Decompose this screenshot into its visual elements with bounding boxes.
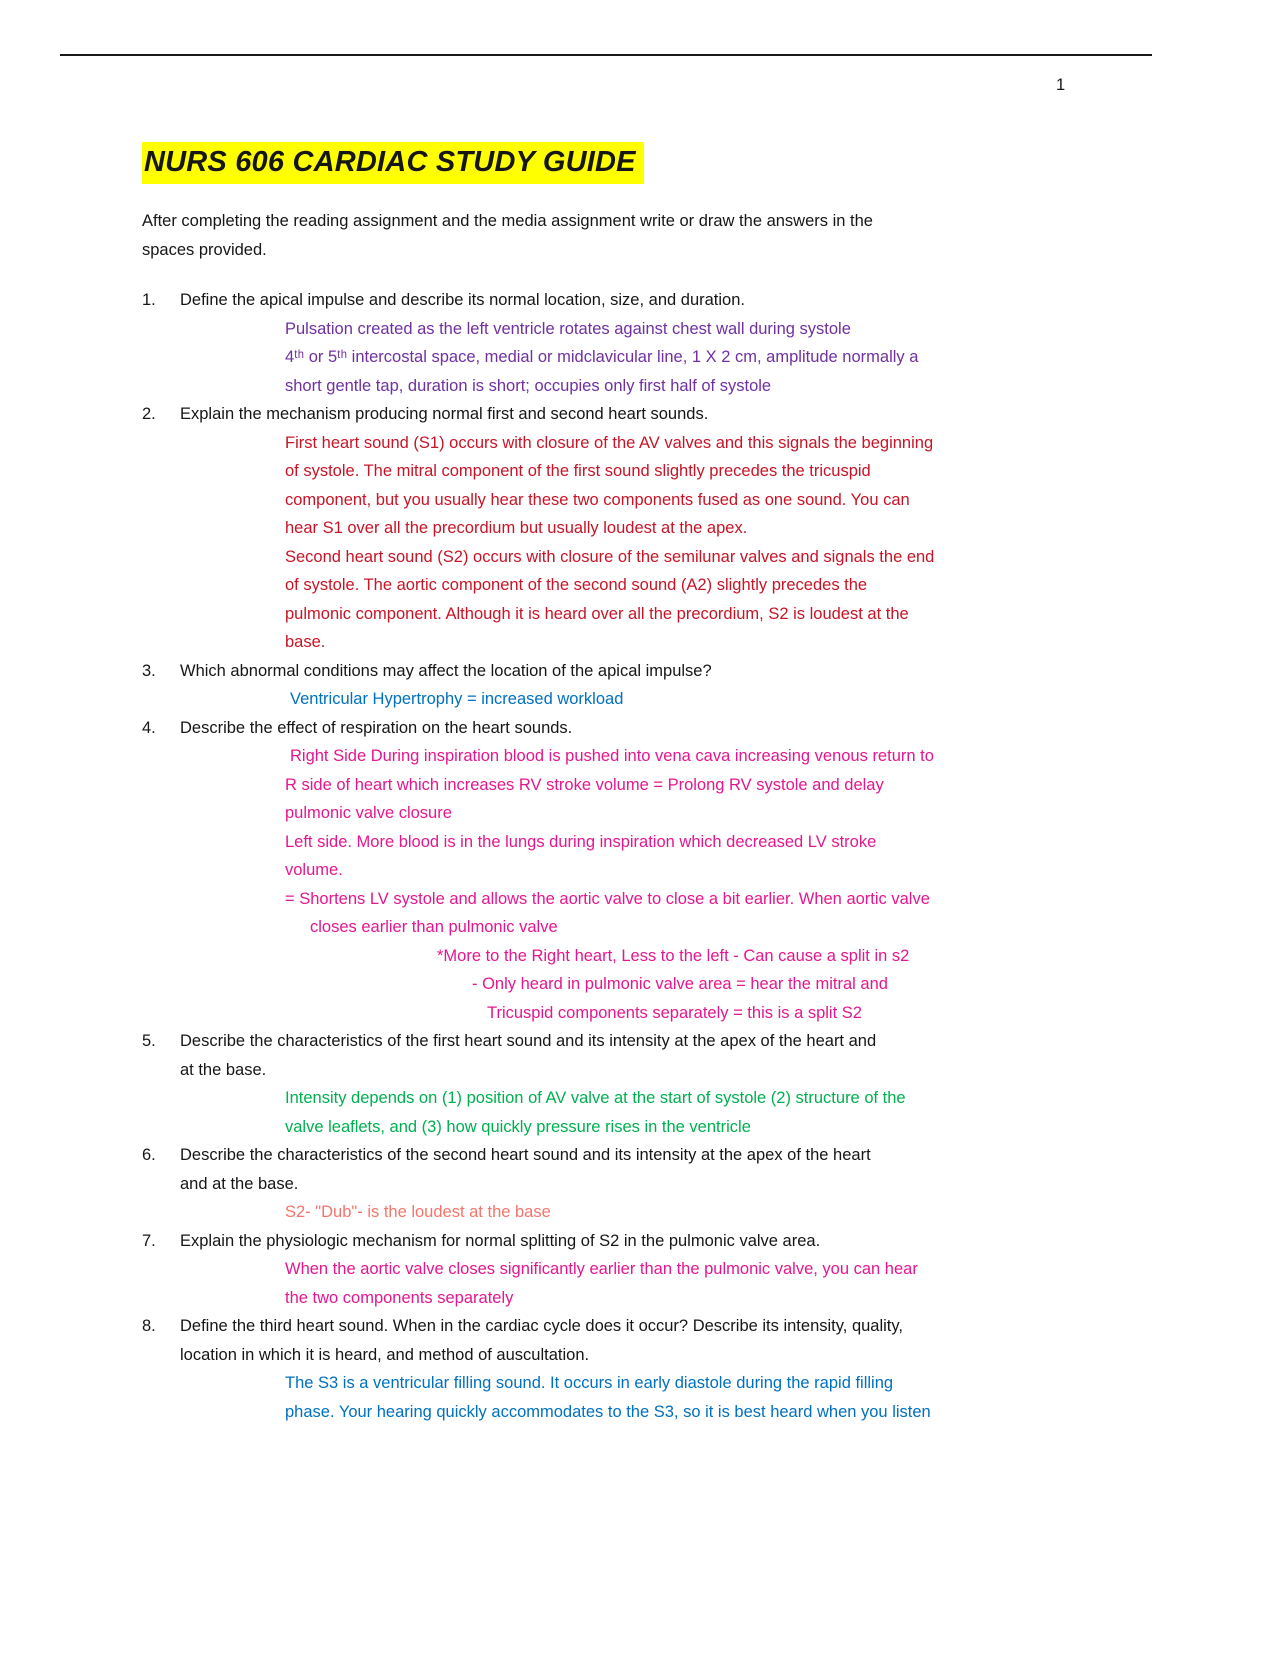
- page-number: 1: [1056, 76, 1066, 94]
- question-text: Explain the physiologic mechanism for normal splitting of S2 in the pulmonic valve area.: [180, 1231, 821, 1250]
- question-text: Which abnormal conditions may affect the location of the apical impulse?: [180, 661, 712, 680]
- answer-line: valve leaflets, and (3) how quickly pressure rises in the ventricle: [285, 1117, 751, 1136]
- answer-line: the two components separately: [285, 1288, 514, 1307]
- question-body: [180, 1027, 1180, 1141]
- answer-line: = Shortens LV systole and allows the aortic valve to close a bit earlier. When aortic valve: [285, 889, 930, 908]
- question-number: 5.: [142, 1032, 156, 1050]
- page-title-highlight: NURS 606 CARDIAC STUDY GUIDE: [142, 142, 644, 184]
- question-list: [142, 286, 1180, 1426]
- page-top-rule: [60, 54, 1152, 56]
- question-number: 2.: [142, 405, 156, 423]
- answer-line: volume.: [285, 861, 343, 879]
- question-text: Define the third heart sound. When in the cardiac cycle does it occur? Describe its intensity, quality,: [180, 1317, 903, 1335]
- answer-line: Left side. More blood is in the lungs during inspiration which decreased LV stroke: [285, 832, 877, 851]
- question-item: [142, 400, 1180, 657]
- answer-line: 4ᵗʰ or 5ᵗʰ intercostal space, medial or midclavicular line, 1 X 2 cm, amplitude normally a: [285, 348, 919, 366]
- answer-line: Tricuspid components separately = this is a split S2: [487, 1003, 862, 1022]
- question-number: 7.: [142, 1231, 156, 1250]
- question-number: 1.: [142, 291, 156, 309]
- answer-line: *More to the Right heart, Less to the left - Can cause a split in s2: [437, 946, 910, 965]
- question-body: [180, 400, 1180, 657]
- answer-text: [180, 1369, 1180, 1426]
- answer-line: Pulsation created as the left ventricle rotates against chest wall during systole: [285, 319, 851, 338]
- answer-line: The S3 is a ventricular filling sound. It occurs in early diastole during the rapid filling: [285, 1374, 894, 1392]
- answer-line: of systole. The aortic component of the second sound (A2) slightly precedes the: [285, 576, 868, 594]
- answer-line: First heart sound (S1) occurs with closure of the AV valves and this signals the beginning: [285, 433, 934, 452]
- answer-text: [180, 1084, 1180, 1141]
- question-body: [180, 1141, 1180, 1227]
- question-item: [142, 286, 1180, 400]
- answer-text: [180, 1198, 1180, 1227]
- answer-line: pulmonic valve closure: [285, 804, 452, 822]
- answer-text: [180, 315, 1180, 401]
- answer-line: base.: [285, 633, 326, 651]
- question-text: and at the base.: [180, 1174, 299, 1193]
- answer-line: Ventricular Hypertrophy = increased workload: [290, 690, 624, 708]
- question-text: Describe the characteristics of the first heart sound and its intensity at the apex of the heart and: [180, 1032, 877, 1050]
- intro-paragraph: [142, 207, 1180, 264]
- question-text: Describe the characteristics of the second heart sound and its intensity at the apex of the heart: [180, 1146, 871, 1164]
- answer-line: - Only heard in pulmonic valve area = hear the mitral and: [472, 975, 888, 993]
- answer-line: closes earlier than pulmonic valve: [310, 918, 558, 936]
- question-number: 4.: [142, 718, 156, 737]
- answer-line: short gentle tap, duration is short; occupies only first half of systole: [285, 376, 772, 395]
- answer-line: pulmonic component. Although it is heard over all the precordium, S2 is loudest at the: [285, 604, 909, 623]
- question-text: Define the apical impulse and describe its normal location, size, and duration.: [180, 291, 745, 309]
- answer-line: R side of heart which increases RV stroke volume = Prolong RV systole and delay: [285, 775, 884, 794]
- question-number: 3.: [142, 661, 156, 680]
- question-text: Describe the effect of respiration on the heart sounds.: [180, 718, 573, 737]
- intro-line: After completing the reading assignment and the media assignment write or draw the answers in the: [142, 212, 873, 230]
- answer-text: [180, 742, 1180, 1027]
- intro-line: spaces provided.: [142, 240, 267, 259]
- answer-text: [180, 1255, 1180, 1312]
- answer-line: of systole. The mitral component of the first sound slightly precedes the tricuspid: [285, 462, 871, 480]
- question-body: [180, 1227, 1180, 1313]
- answer-line: When the aortic valve closes significantly earlier than the pulmonic valve, you can hear: [285, 1260, 918, 1278]
- question-body: [180, 286, 1180, 400]
- question-item: [142, 657, 1180, 714]
- question-text: location in which it is heard, and method of auscultation.: [180, 1345, 590, 1364]
- answer-line: Right Side During inspiration blood is pushed into vena cava increasing venous return to: [290, 747, 934, 765]
- answer-text: [180, 685, 1180, 714]
- answer-text: [180, 429, 1180, 657]
- answer-line: component, but you usually hear these two components fused as one sound. You can: [285, 490, 910, 509]
- answer-line: phase. Your hearing quickly accommodates to the S3, so it is best heard when you listen: [285, 1402, 931, 1421]
- question-text: Explain the mechanism producing normal first and second heart sounds.: [180, 405, 709, 423]
- question-body: [180, 1312, 1180, 1426]
- question-item: [142, 1027, 1180, 1141]
- answer-line: Second heart sound (S2) occurs with closure of the semilunar valves and signals the end: [285, 547, 935, 566]
- question-item: [142, 1141, 1180, 1227]
- page-title: [142, 146, 1180, 179]
- question-item: [142, 1312, 1180, 1426]
- question-body: [180, 657, 1180, 714]
- question-item: [142, 1227, 1180, 1313]
- question-number: 8.: [142, 1317, 156, 1335]
- answer-line: Intensity depends on (1) position of AV valve at the start of systole (2) structure of the: [285, 1089, 906, 1107]
- question-item: [142, 714, 1180, 1028]
- question-body: [180, 714, 1180, 1028]
- answer-line: S2- "Dub"- is the loudest at the base: [285, 1203, 551, 1221]
- question-number: 6.: [142, 1146, 156, 1164]
- question-text: at the base.: [180, 1060, 267, 1079]
- answer-line: hear S1 over all the precordium but usually loudest at the apex.: [285, 519, 748, 537]
